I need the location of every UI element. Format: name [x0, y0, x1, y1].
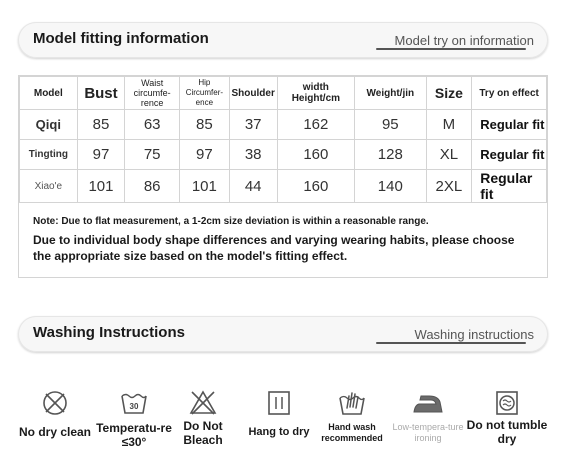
- cell-model: Tingting: [20, 140, 78, 170]
- size-note: [19, 206, 547, 264]
- header-waist: Waist circumfe-rence: [125, 77, 180, 110]
- cell-height: 162: [277, 110, 354, 140]
- header-model: Model: [20, 77, 78, 110]
- wash-label: Hang to dry: [248, 426, 310, 438]
- cell-height: 160: [277, 170, 354, 203]
- header-hip: Hip Circumfer-ence: [179, 77, 229, 110]
- wash-label: Low-tempera-ture ironing: [392, 422, 464, 443]
- cell-shoulder: 37: [229, 110, 277, 140]
- wash-30-icon: [119, 388, 149, 418]
- cell-waist: 63: [125, 110, 180, 140]
- cell-model: Xiao'e: [20, 170, 78, 203]
- header-effect: Try on effect: [472, 77, 547, 110]
- wash-label: Do Not Bleach: [183, 419, 223, 447]
- table-row: [20, 140, 547, 170]
- size-table: [19, 76, 547, 203]
- cell-weight: 140: [355, 170, 427, 203]
- no-dry-clean-icon: [40, 388, 70, 418]
- wash-item-hand-wash: [316, 388, 388, 444]
- low-temperature-ironing-icon: [411, 388, 445, 418]
- hang-to-dry-icon: [264, 388, 294, 418]
- cell-effect: Regular fit: [472, 170, 547, 203]
- header-weight: Weight/jin: [355, 77, 427, 110]
- wash-item-hang-to-dry: [242, 388, 316, 439]
- wash-label: Temperatu-re ≤30°: [96, 421, 172, 449]
- size-table-container: [18, 75, 548, 278]
- wash-item-do-not-bleach: [174, 388, 232, 447]
- header-size: Size: [426, 77, 472, 110]
- wash-item-do-not-tumble-dry: [462, 388, 552, 446]
- washing-instructions-banner: [18, 316, 548, 352]
- banner-underline: [376, 342, 526, 344]
- banner-subtitle: Washing instructions: [414, 327, 534, 342]
- cell-size: XL: [426, 140, 472, 170]
- note-measurement: Note: Due to flat measurement, a 1-2cm size deviation is within a reasonable range.: [33, 216, 429, 227]
- banner-underline: [376, 48, 526, 50]
- wash-label: No dry clean: [18, 425, 92, 439]
- cell-model: Qiqi: [20, 110, 78, 140]
- cell-shoulder: 44: [229, 170, 277, 203]
- cell-hip: 97: [179, 140, 229, 170]
- wash-label: Do not tumble dry: [466, 418, 548, 446]
- wash-item-no-dry-clean: [14, 388, 96, 439]
- header-height: width Height/cm: [277, 77, 354, 110]
- cell-weight: 95: [355, 110, 427, 140]
- do-not-bleach-icon: [188, 388, 218, 418]
- wash-label: Hand wash recommended: [321, 422, 383, 443]
- model-fitting-banner: [18, 22, 548, 58]
- cell-hip: 101: [179, 170, 229, 203]
- cell-bust: 85: [77, 110, 125, 140]
- cell-weight: 128: [355, 140, 427, 170]
- wash-item-low-temperature-ironing: [392, 388, 464, 444]
- cell-shoulder: 38: [229, 140, 277, 170]
- table-header-row: [20, 77, 547, 110]
- cell-size: M: [426, 110, 472, 140]
- cell-waist: 86: [125, 170, 180, 203]
- hand-wash-icon: [337, 388, 367, 418]
- cell-waist: 75: [125, 140, 180, 170]
- cell-effect: Regular fit: [472, 140, 547, 170]
- banner-title: Model fitting information: [33, 30, 209, 47]
- table-row: [20, 110, 547, 140]
- do-not-tumble-dry-icon: [492, 388, 522, 418]
- washing-icons-row: [14, 388, 554, 458]
- cell-size: 2XL: [426, 170, 472, 203]
- header-bust: Bust: [77, 77, 125, 110]
- cell-bust: 97: [77, 140, 125, 170]
- cell-height: 160: [277, 140, 354, 170]
- banner-title: Washing Instructions: [33, 324, 185, 341]
- cell-effect: Regular fit: [472, 110, 547, 140]
- wash-temp-text: 30: [129, 402, 139, 411]
- table-row: [20, 170, 547, 203]
- banner-subtitle: Model try on information: [394, 33, 534, 48]
- note-body-shape: Due to individual body shape differences and varying wearing habits, please choose the appropriate size based on the model's fitting effect.: [33, 233, 515, 263]
- header-shoulder: Shoulder: [229, 77, 277, 110]
- cell-bust: 101: [77, 170, 125, 203]
- wash-item-temperature: [96, 388, 172, 449]
- cell-hip: 85: [179, 110, 229, 140]
